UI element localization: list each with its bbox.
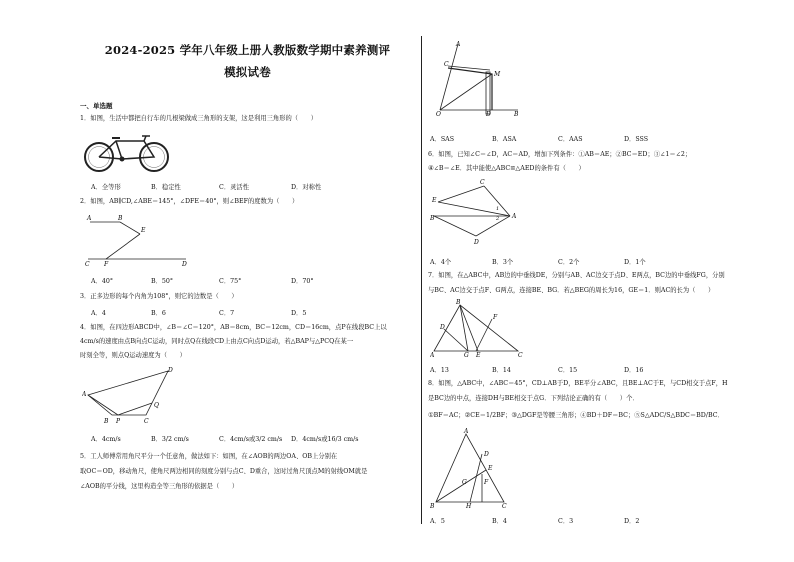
q3-stem: 3．正多边形的每个内角为108°，则它的边数是（ ） (80, 293, 238, 300)
q2-option-b[interactable]: B．50° (151, 278, 174, 285)
q8-label-h: H (466, 503, 472, 510)
q3-options (91, 308, 306, 317)
q5-option-d[interactable]: D．SSS (624, 136, 649, 143)
q2-label-d: D (182, 261, 187, 268)
q1-option-d[interactable]: D．对称性 (291, 184, 322, 191)
q6-label-b: B (430, 215, 435, 222)
q8-line1: 8．如图，△ABC中，∠ABC＝45°，CD⊥AB于D，BE平分∠ABC，且BE⊥AC于E，与CD相交于点F，H (428, 380, 728, 387)
q1-option-c[interactable]: C．灵活性 (219, 184, 250, 191)
q6-option-b[interactable]: B．3个 (492, 259, 514, 266)
q2-label-e: E (141, 227, 146, 234)
q7-label-b: B (456, 299, 461, 306)
q3-option-d[interactable]: D．5 (291, 310, 307, 317)
q4-label-c: C (144, 418, 149, 425)
q7-figure (430, 299, 526, 359)
q5-label-o: O (436, 111, 441, 118)
q4-label-b: B (104, 418, 109, 425)
q6-line2: ④∠B＝∠E．其中能使△ABC≌△AED的条件有（ ） (428, 165, 585, 172)
q5-label-a: A (456, 41, 461, 48)
q5-label-c: C (444, 61, 449, 68)
q8-figure (430, 426, 514, 510)
q8-label-a: A (464, 428, 469, 435)
q8-label-c: C (502, 503, 507, 510)
q8-option-a[interactable]: A．5 (430, 518, 445, 525)
q5-option-a[interactable]: A．SAS (430, 136, 455, 143)
q4-options (91, 434, 359, 443)
q1-options (91, 182, 321, 191)
q6-label-a: A (512, 213, 517, 220)
q8-label-e: E (488, 465, 493, 472)
q8-label-g: G (462, 479, 467, 486)
q8-label-d: D (484, 451, 489, 458)
q8-line3: ①BF＝AC；②CE＝1/2BF；③△DGF是等腰三角形；④BD＋DF＝BC；⑤S△ADC/S△BDC＝BD/BC． (428, 412, 724, 419)
q7-label-c: C (518, 352, 523, 359)
q7-option-a[interactable]: A．13 (430, 367, 449, 374)
q5-label-m: M (494, 71, 501, 78)
q3-option-b[interactable]: B．6 (151, 310, 166, 317)
q7-options (430, 365, 643, 374)
q5-label-b: B (514, 111, 519, 118)
q5-line2: 取OC＝OD，移动角尺，使角尺两边相同的刻度分别与点C、D重合，这时过角尺顶点M的射线OM就是 (80, 468, 368, 475)
q8-option-b[interactable]: B．4 (492, 518, 507, 525)
q5-option-b[interactable]: B．ASA (492, 136, 517, 143)
q4-label-p: P (116, 418, 121, 425)
q7-line1: 7．如图，在△ABC中，AB边的中垂线DE，分别与AB、AC边交于点D、E两点，BC边的中垂线FG，分别 (428, 272, 725, 279)
q2-label-a: A (87, 215, 92, 222)
q2-stem: 2．如图，AB∥CD,∠ABE＝145°，∠DFE＝40°，则∠BEF的度数为（ ） (80, 198, 299, 205)
q4-line2: 4cm/s的速度由点B向点C运动，同时点Q在线段CD上由点C向点D运动，若△BAP与△PCQ在某一 (80, 338, 354, 345)
q7-label-a: A (430, 352, 435, 359)
q7-label-g: G (464, 352, 469, 359)
q2-option-c[interactable]: C．75° (219, 278, 242, 285)
q6-line1: 6．如图，已知∠C＝∠D，AC＝AD，增加下列条件：①AB＝AE；②BC＝ED；③∠1＝∠2； (428, 151, 692, 158)
q5-option-c[interactable]: C．AAS (558, 136, 583, 143)
q7-label-e: E (476, 352, 481, 359)
q5-options (430, 134, 648, 143)
q4-label-a: A (82, 391, 87, 398)
q2-label-c: C (85, 261, 90, 268)
q5-line3: ∠AOB的平分线，这里构造全等三角形的依据是（ ） (80, 483, 239, 490)
bicycle-figure (82, 133, 174, 175)
q8-option-c[interactable]: C．3 (558, 518, 574, 525)
q4-figure (82, 365, 182, 427)
q4-option-b[interactable]: B．3/2 cm/s (151, 436, 189, 443)
q4-option-d[interactable]: D．4cm/s或16/3 cm/s (291, 436, 359, 443)
q4-line3: 时刻全等，则点Q运动速度为（ ） (80, 352, 186, 359)
q4-label-d: D (168, 367, 173, 374)
q5-line1: 5．工人师傅常用角尺平分一个任意角，做法如下：如图，在∠AOB的两边OA、OB上分别在 (80, 453, 338, 460)
q2-label-b: B (118, 215, 123, 222)
q6-figure (430, 178, 520, 246)
q4-label-q: Q (154, 402, 159, 409)
q8-options (430, 516, 639, 525)
q7-line2: 与BC、AC边交于点F、G两点，连接BE、BG．若△BEG的周长为16，GE＝1．则AC的长为（ ） (428, 287, 715, 294)
q3-option-c[interactable]: C．7 (219, 310, 235, 317)
q5-label-d: D (486, 111, 491, 118)
q5-figure (430, 40, 524, 120)
q6-label-1: 1 (496, 206, 500, 212)
q2-label-f: F (104, 261, 109, 268)
q6-label-c: C (480, 179, 485, 186)
q4-option-a[interactable]: A．4cm/s (91, 436, 121, 443)
q2-options (91, 276, 314, 285)
q2-figure (82, 212, 192, 268)
q7-option-b[interactable]: B．14 (492, 367, 511, 374)
column-divider (421, 36, 422, 524)
exam-subtitle: 模拟试卷 (224, 65, 271, 79)
q7-label-f: F (493, 314, 498, 321)
q1-option-b[interactable]: B．稳定性 (151, 184, 181, 191)
q1-stem: 1．如图，生活中都把自行车的几根梁做成三角形的支架，这是利用三角形的（ ） (80, 115, 317, 122)
q8-label-b: B (430, 503, 435, 510)
q3-option-a[interactable]: A．4 (91, 310, 106, 317)
q7-option-d[interactable]: D．16 (624, 367, 644, 374)
q2-option-d[interactable]: D．70° (291, 278, 314, 285)
q2-option-a[interactable]: A．40° (91, 278, 114, 285)
q4-line1: 4．如图，在四边形ABCD中，∠B＝∠C＝120°，AB＝8cm，BC＝12cm，CD＝16cm，点P在线段BC上以 (80, 324, 387, 331)
q8-option-d[interactable]: D．2 (624, 518, 640, 525)
q7-label-d: D (440, 324, 445, 331)
q8-line2: 是BC边的中点，连接DH与BE相交于点G．下列结论正确的有（ ）个． (428, 395, 639, 402)
q8-label-f: F (484, 479, 489, 486)
exam-title: 2024-2025 学年八年级上册人教版数学期中素养测评 (104, 43, 391, 57)
q1-option-a[interactable]: A．全等形 (91, 184, 121, 191)
q6-option-a[interactable]: A．4个 (430, 259, 452, 266)
q7-option-c[interactable]: C．15 (558, 367, 578, 374)
q4-option-c[interactable]: C．4cm/s或3/2 cm/s (219, 436, 283, 443)
section-heading: 一、单选题 (80, 102, 113, 110)
q6-label-d: D (474, 239, 479, 246)
q6-option-d[interactable]: D．1个 (624, 259, 646, 266)
q6-option-c[interactable]: C．2个 (558, 259, 580, 266)
q6-label-2: 2 (496, 216, 500, 222)
q6-label-e: E (432, 197, 437, 204)
q6-options (430, 257, 646, 266)
